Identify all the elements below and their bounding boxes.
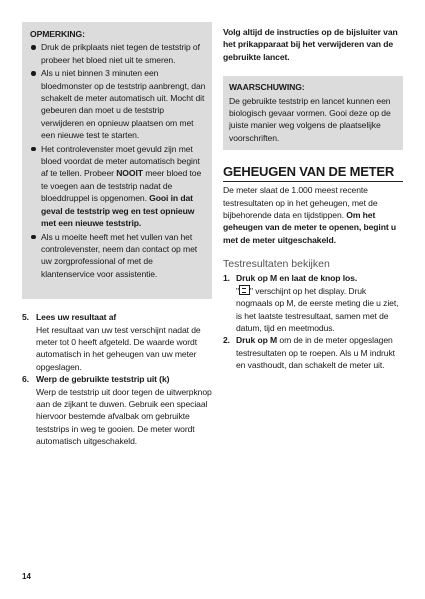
- note-bullet-4: Als u moeite heeft met het vullen van het controlevenster, neem dan contact op met uw zorgprofessional of met de klantenservice voor assistentie.: [30, 231, 206, 281]
- memory-open-emphasis: Om het geheugen van de meter te openen, begint u met de meter uitgeschakeld.: [223, 210, 397, 245]
- lancet-instruction: Volg altijd de instructies op de bijsluiter van het prikapparaat bij het verwijderen van de gebruikte lancet.: [223, 27, 398, 62]
- warning-box: [223, 76, 403, 150]
- steps-list: [22, 311, 212, 447]
- warning-body: De gebruikte teststrip en lancet kunnen een biologisch gevaar vormen. Gooi deze op de juiste manier weg volgens de plaatselijke voorschriften.: [229, 95, 391, 143]
- memory-section-body: De meter slaat de 1.000 meest recente testresultaten op in het geheugen, met de bijbehorende data en tijdstippen. Om het geheugen van de meter te openen, begint u met de meter uitgeschakeld.: [223, 185, 397, 245]
- left-column: [22, 22, 212, 448]
- note-title: OPMERKING:: [30, 29, 85, 39]
- step-6-title: Werp de gebruikte teststrip uit (k): [36, 374, 170, 385]
- note-box: [22, 22, 212, 299]
- step-5-body: Het resultaat van uw test verschijnt nadat de meter tot 0 heeft afgeteld. De waarde wordt automatisch in het geheugen van uw meter opgeslagen.: [36, 324, 201, 372]
- recall-steps: [223, 272, 403, 371]
- step-5-title: Lees uw resultaat af: [36, 312, 117, 323]
- step-5: 5. Lees uw resultaat af Het resultaat van uw test verschijnt nadat de meter tot 0 heeft afgeteld. De waarde wordt automatisch in het geheugen van uw meter opgeslagen.: [22, 311, 212, 373]
- view-results-subheading: Testresultaten bekijken: [223, 258, 330, 271]
- note-bullet-1: Druk de prikplaats niet tegen de teststrip of probeer het bloed niet uit te smeren.: [30, 41, 206, 66]
- step-6: 6. Werp de gebruikte teststrip uit (k) Werp de teststrip uit door tegen de uitwerpknop aan de zijkant te duwen. Gebruik een speciaal hiervoor bestemde afvalbak om gebruikte teststrips in weg te gooien. De meter wordt automatisch uitgeschakeld.: [22, 374, 212, 447]
- note-bullet-2: Als u niet binnen 3 minuten een bloedmonster op de teststrip aanbrengt, dan schakelt de meter automatisch uit. Mocht dit gebeuren dan moet u de teststrip verwijderen en opnieuw plaatsen om met een nieuwe test te starten.: [30, 67, 206, 141]
- memory-display-icon: [239, 285, 250, 295]
- recall-step-1: 1. Druk op M en laat de knop los. " " verschijnt op het display. Druk nogmaals op M, de eerste meting die u ziet, is het laatste testresultaat, samen met de datum, tijd en meetmodus.: [223, 273, 399, 333]
- never-emphasis: NOOIT: [116, 168, 143, 179]
- retest-emphasis: Gooi in dat geval de teststrip weg en test opnieuw met een nieuwe teststrip.: [41, 193, 195, 229]
- note-bullet-3: Het controlevenster moet gevuld zijn met bloed voordat de meter automatisch begint af te tellen. Probeer NOOIT meer bloed toe te voegen aan de teststrip nadat de bloeddruppel is opgenomen. Gooi in dat geval de teststrip weg en test opnieuw met een nieuwe teststrip.: [30, 143, 206, 230]
- page-number: 14: [22, 572, 31, 581]
- step-6-body: Werp de teststrip uit door tegen de uitwerpknop aan de zijkant te duwen. Gebruik een speciaal hiervoor bestemde afvalbak om gebruikte teststrips in weg te gooien. De meter wordt automatisch uitgeschakeld.: [36, 386, 212, 447]
- memory-section-heading: GEHEUGEN VAN DE METER: [223, 164, 403, 182]
- warning-title: WAARSCHUWING:: [229, 82, 305, 93]
- note-bullets: [30, 41, 206, 280]
- recall-step-2: 2. Druk op M om de in de meter opgeslagen testresultaten op te roepen. Als u M indrukt en vasthoudt, dan schakelt de meter uit.: [223, 335, 395, 371]
- right-column: [223, 26, 403, 372]
